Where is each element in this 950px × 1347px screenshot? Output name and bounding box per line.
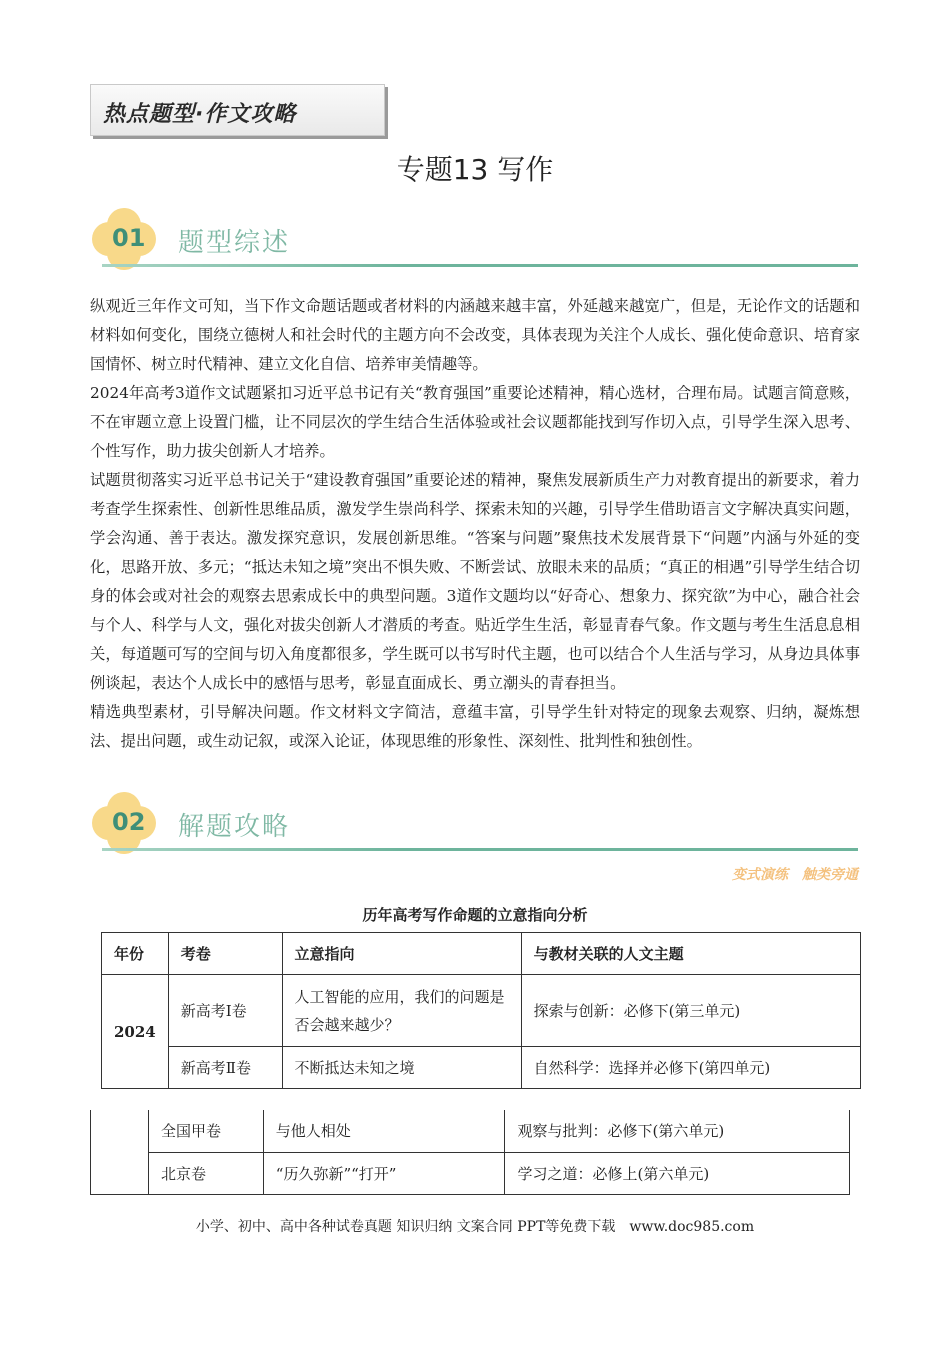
- paper-cell: 北京卷: [148, 1152, 263, 1194]
- section-header-strategy: [92, 792, 858, 856]
- table-header-row: [102, 933, 861, 975]
- theme-cell: 自然科学：选择并必修下(第四单元): [521, 1047, 860, 1089]
- header-cell: 年份: [102, 933, 169, 975]
- section-divider: [102, 264, 858, 267]
- footer-text: 小学、初中、高中各种试卷真题 知识归纳 文案合同 PPT等免费下载 www.doc985.com: [195, 1219, 755, 1235]
- banner-text: 热点题型·作文攻略: [103, 102, 297, 127]
- idea-cell: “历久弥新”“打开”: [263, 1152, 505, 1194]
- idea-cell: 不断抵达未知之境: [282, 1047, 521, 1089]
- analysis-table-continued: [90, 1110, 850, 1195]
- overview-text: [90, 292, 860, 756]
- section-number: 02: [112, 808, 146, 836]
- paragraph: 精选典型素材，引导解决问题。作文材料文字简洁，意蕴丰富，引导学生针对特定的现象去观察、归纳，凝炼想法、提出问题，或生动记叙，或深入论证，体现思维的形象性、深刻性、批判性和独创性。: [90, 703, 860, 750]
- paragraph: 2024年高考3道作文试题紧扣习近平总书记有关“教育强国”重要论述精神，精心选材，合理布局。试题言简意赅，不在审题立意上设置门槛，让不同层次的学生结合生活体验或社会议题都能找到写作切入点，引导学生深入思考、个性写作，助力拔尖创新人才培养。: [90, 384, 860, 460]
- header-cell: 立意指向: [282, 933, 521, 975]
- tagline: 变式演练 触类旁通: [732, 867, 858, 883]
- topic-banner: [90, 84, 385, 136]
- table-row: [102, 975, 861, 1047]
- section-title: 解题攻略: [178, 812, 291, 842]
- page-title: 专题13 写作: [396, 153, 554, 186]
- year-cell: [91, 1110, 149, 1194]
- paragraph: 纵观近三年作文可知，当下作文命题话题或者材料的内涵越来越丰富，外延越来越宽广，但是，无论作文的话题和材料如何变化，围绕立德树人和社会时代的主题方向不会改变，具体表现为关注个人成长、强化使命意识、培育家国情怀、树立时代精神、建立文化自信、培养审美情趣等。: [90, 297, 860, 373]
- header-cell: 与教材关联的人文主题: [521, 933, 860, 975]
- idea-cell: 人工智能的应用，我们的问题是否会越来越少？: [282, 975, 521, 1047]
- paragraph: 试题贯彻落实习近平总书记关于“建设教育强国”重要论述的精神，聚焦发展新质生产力对教育提出的新要求，着力考查学生探索性、创新性思维品质，激发学生崇尚科学、探索未知的兴趣，引导学生借助语言文字解决真实问题，学会沟通、善于表达。激发探究意识，发展创新思维。“答案与问题”聚焦技术发展背景下“问题”内涵与外延的变化，思路开放、多元；“抵达未知之境”突出不惧失败、不断尝试、放眼未来的品质；“真正的相遇”引导学生结合切身的体会或对社会的观察去思索成长中的典型问题。3道作文题均以“好奇心、想象力、探究欲”为中心，融合社会与个人、科学与人文，强化对拔尖创新人才潜质的考查。贴近学生生活，彰显青春气象。作文题与考生生活息息相关，每道题可写的空间与切入角度都很多，学生既可以书写时代主题，也可以结合个人生活与学习，从身边具体事例谈起，表达个人成长中的感悟与思考，彰显直面成长、勇立潮头的青春担当。: [90, 471, 860, 692]
- paper-cell: 全国甲卷: [148, 1110, 263, 1152]
- section-number: 01: [112, 224, 146, 252]
- table-row: [91, 1110, 850, 1152]
- idea-cell: 与他人相处: [263, 1110, 505, 1152]
- section-header-overview: [92, 208, 858, 272]
- section-divider: [102, 848, 858, 851]
- header-cell: 考卷: [168, 933, 282, 975]
- table-caption: 历年高考写作命题的立意指向分析: [362, 906, 588, 924]
- section-title: 题型综述: [178, 228, 291, 258]
- paper-cell: 新高考Ⅱ卷: [168, 1047, 282, 1089]
- year-cell: 2024: [102, 975, 169, 1089]
- theme-cell: 探索与创新：必修下(第三单元): [521, 975, 860, 1047]
- analysis-table: [101, 932, 861, 1089]
- table-row: [102, 1047, 861, 1089]
- theme-cell: 观察与批判：必修下(第六单元): [505, 1110, 850, 1152]
- table-row: [91, 1152, 850, 1194]
- paper-cell: 新高考Ⅰ卷: [168, 975, 282, 1047]
- theme-cell: 学习之道：必修上(第六单元): [505, 1152, 850, 1194]
